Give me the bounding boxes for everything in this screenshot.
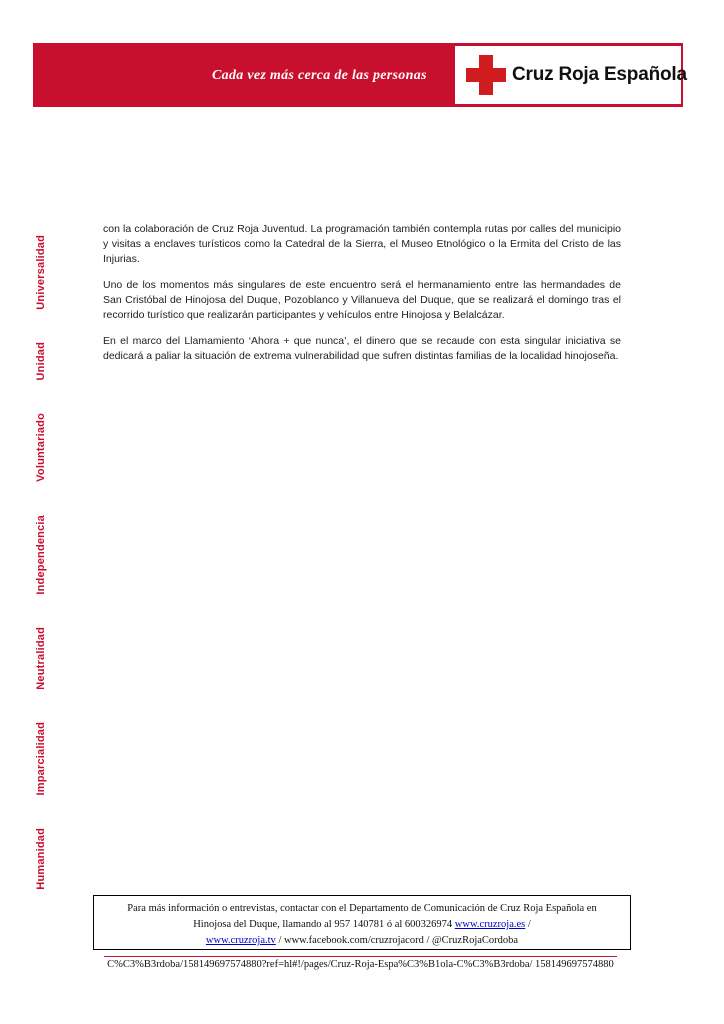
link-cruzroja-es[interactable]: www.cruzroja.es [454,919,526,930]
red-cross-icon [466,55,506,95]
link-separator: / [525,919,531,930]
link-cruzroja-tv[interactable]: www.cruzroja.tv [205,935,276,946]
principles-sidebar [28,235,54,890]
contact-social: / www.facebook.com/cruzrojacord / @CruzRojaCordoba [275,935,519,946]
header-tagline: Cada vez más cerca de las personas [212,68,427,83]
principle-voluntariado: Voluntariado [35,413,47,483]
principle-independencia: Independencia [35,514,47,595]
principle-neutralidad: Neutralidad [35,626,47,690]
brand-name: Cruz Roja Española [512,64,687,85]
principle-imparcialidad: Imparcialidad [35,722,47,796]
principle-universalidad: Universalidad [35,235,47,310]
paragraph: con la colaboración de Cruz Roja Juventud. La programación también contempla rutas por calles del municipio y visitas a enclaves turísticos como la Catedral de la Sierra, el Museo Etnológico o la Ermita del Cristo de las Injurias. [103,223,621,265]
principle-unidad: Unidad [35,342,47,381]
paragraph: En el marco del Llamamiento ‘Ahora + que nunca’, el dinero que se recaude con esta singular iniciativa se dedicará a paliar la situación de extrema vulnerabilidad que sufren distintas familias de la localidad hinojoseña. [103,335,621,362]
contact-box [93,895,631,950]
overflow-url-text: C%C3%B3rdoba/1581496975748​80?ref=hl#!/pages/Cruz-Roja-Espa%C3%B1ola-C%C3%B3rdoba/ 158149697574880 [107,959,614,970]
contact-text: Para más información o entrevistas, contactar con el Departamento de Comunicación de Cruz Roja Española en Hinojosa del Duque, llamando al 957 140781 ó al 600326974 [127,903,597,930]
press-release-body [103,222,621,375]
footer-divider [104,956,617,957]
paragraph: Uno de los momentos más singulares de este encuentro será el hermanamiento entre las hermandades de San Cristóbal de Hinojosa del Duque, Pozoblanco y Villanueva del Duque, que se realizará el domingo tras el recorrido turístico que realizarán participantes y vehículos entre Hinojosa y Belalcázar. [103,279,621,321]
logo [455,46,687,104]
principle-humanidad: Humanidad [35,828,47,890]
